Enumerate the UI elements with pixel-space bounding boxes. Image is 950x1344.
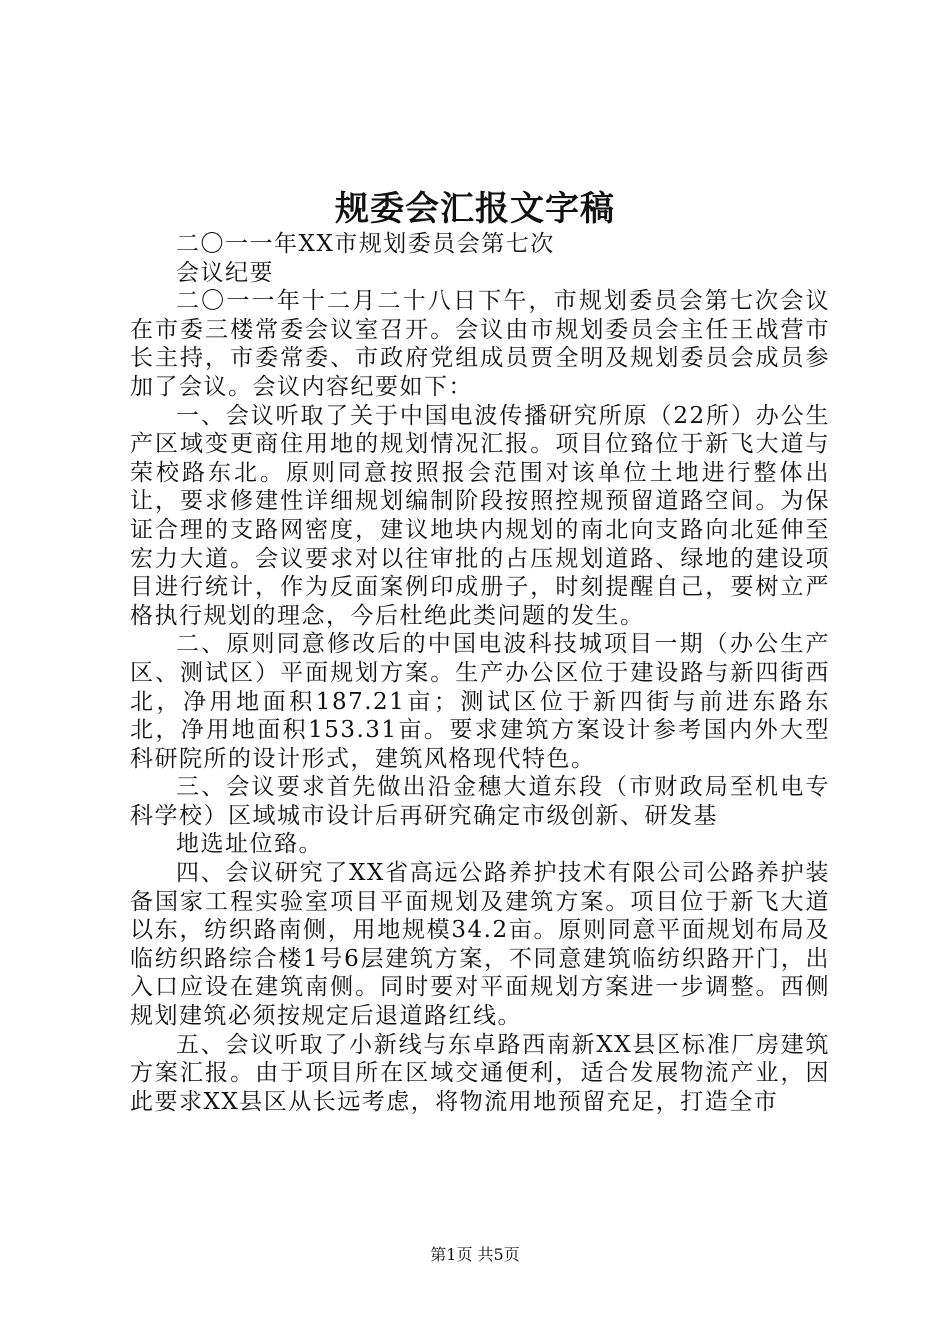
paragraph-item-3: 三、会议要求首先做出沿金穗大道东段（市财政局至机电专科学校）区域城市设计后再研究确定市级创新、研发基: [130, 774, 830, 829]
page-footer: 第1页 共5页: [430, 1245, 520, 1264]
paragraph-item-5: 五、会议听取了小新线与东卓路西南新XX县区标准厂房建筑方案汇报。由于项目所在区域交通便利，适合发展物流产业，因此要求XX县区从长远考虑，将物流用地预留充足，打造全市: [130, 1031, 830, 1115]
paragraph-intro: 二〇一一年十二月二十八日下午，市规划委员会第七次会议在市委三楼常委会议室召开。会议由市规划委员会主任王战营市长主持，市委常委、市政府党组成员贾全明及规划委员会成员参加了会议。会议内容纪要如下：: [130, 288, 830, 400]
paragraph-item-4: 四、会议研究了XX省高远公路养护技术有限公司公路养护装备国家工程实验室项目平面规划及建筑方案。项目位于新飞大道以东，纺织路南侧，用地规模34.2亩。原则同意平面规划布局及临纺织路综合楼1号6层建筑方案，不同意建筑临纺织路开门，出入口应设在建筑南侧。同时要对平面规划方案进一步调整。西侧规划建筑必须按规定后退道路红线。: [130, 860, 830, 1030]
paragraph-subtitle-line-2: 会议纪要: [176, 259, 274, 286]
paragraph-item-3-continued: 地选址位臵。: [176, 831, 323, 858]
paragraph-item-1: 一、会议听取了关于中国电波传播研究所原（22所）办公生产区域变更商住用地的规划情况汇报。项目位臵位于新飞大道与荣校路东北。原则同意按照报会范围对该单位土地进行整体出让，要求修建性详细规划编制阶段按照控规预留道路空间。为保证合理的支路网密度，建议地块内规划的南北向支路向北延伸至宏力大道。会议要求对以往审批的占压规划道路、绿地的建设项目进行统计，作为反面案例印成册子，时刻提醒自己，要树立严格执行规划的理念，今后杜绝此类问题的发生。: [130, 402, 830, 629]
paragraph-item-2: 二、原则同意修改后的中国电波科技城项目一期（办公生产区、测试区）平面规划方案。生产办公区位于建设路与新四街西北，净用地面积187.21亩；测试区位于新四街与前进东路东北，净用地面积153.31亩。要求建筑方案设计参考国内外大型科研院所的设计形式，建筑风格现代特色。: [130, 631, 830, 772]
paragraph-subtitle-line-1: 二〇一一年XX市规划委员会第七次: [176, 231, 555, 257]
document-body: [130, 230, 830, 1116]
document-title: 规委会汇报文字稿: [335, 189, 615, 229]
